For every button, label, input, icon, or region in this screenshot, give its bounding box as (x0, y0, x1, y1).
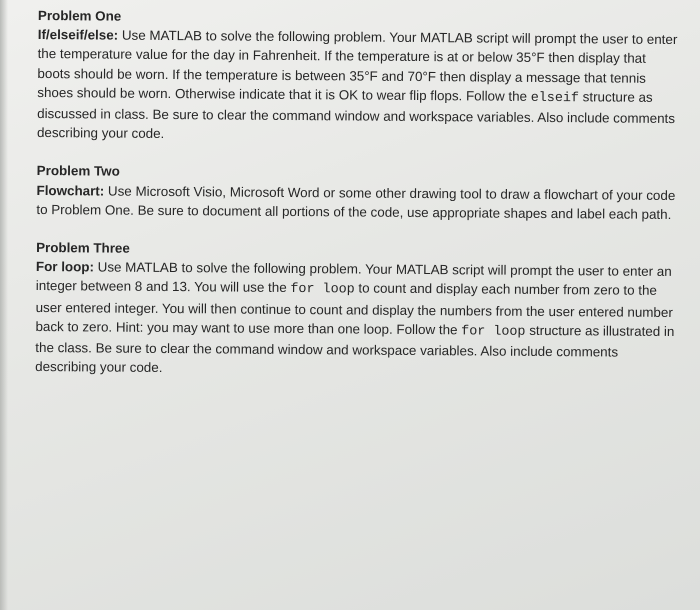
problem-three (35, 238, 676, 381)
problem-two-text: Use Microsoft Visio, Microsoft Word or some other drawing tool to draw a flowchart of your code to Problem One. Be sure to document all portions of the code, use appropriate shapes and label each path. (36, 183, 676, 222)
problem-one-text-part1: Use MATLAB to solve the following problem. Your MATLAB script will prompt the user to enter the temperature value for the day in Fahrenheit. If the temperature is at or below 35°F then display that boots should be worn. If the temperature is between 35°F and 70°F then display a message that tennis shoes should be worn. Otherwise indicate that it is OK to wear flip flops. Follow the (37, 27, 678, 104)
problem-two-lead: Flowchart: (36, 182, 105, 199)
problem-three-lead: For loop: (35, 259, 95, 275)
problem-two (36, 161, 676, 224)
problem-three-text-part1: Use MATLAB to solve the following problem. Your MATLAB script will prompt the user to enter an integer between 8 and 13. You will use the (35, 259, 672, 296)
problem-three-text-part2: to count and display each number from zero to the user entered integer. You will then continue to count and display the numbers from the user entered number back to zero. Hint: you may want to use more than one loop. Follow the (35, 280, 673, 338)
problem-three-code-for-loop: for loop (290, 282, 355, 298)
problem-one-lead: If/elseif/else: (37, 27, 119, 43)
problem-three-text-part3: structure as illustrated in the class. Be sure to clear the command window and workspace variables. Also include comments describing your code. (35, 322, 675, 376)
problem-one (37, 6, 678, 147)
assignment-text (35, 6, 678, 381)
problem-one-code-elseif: elseif (530, 90, 580, 107)
problem-three-title: Problem Three (36, 240, 130, 256)
problem-three-code-for-loop-2: for loop (461, 324, 526, 340)
problem-two-title: Problem Two (36, 163, 120, 180)
problem-one-text-part2: structure as discussed in class. Be sure to clear the command window and workspace variables. Also include comments describing your code. (36, 89, 676, 142)
problem-one-title: Problem One (37, 7, 122, 24)
